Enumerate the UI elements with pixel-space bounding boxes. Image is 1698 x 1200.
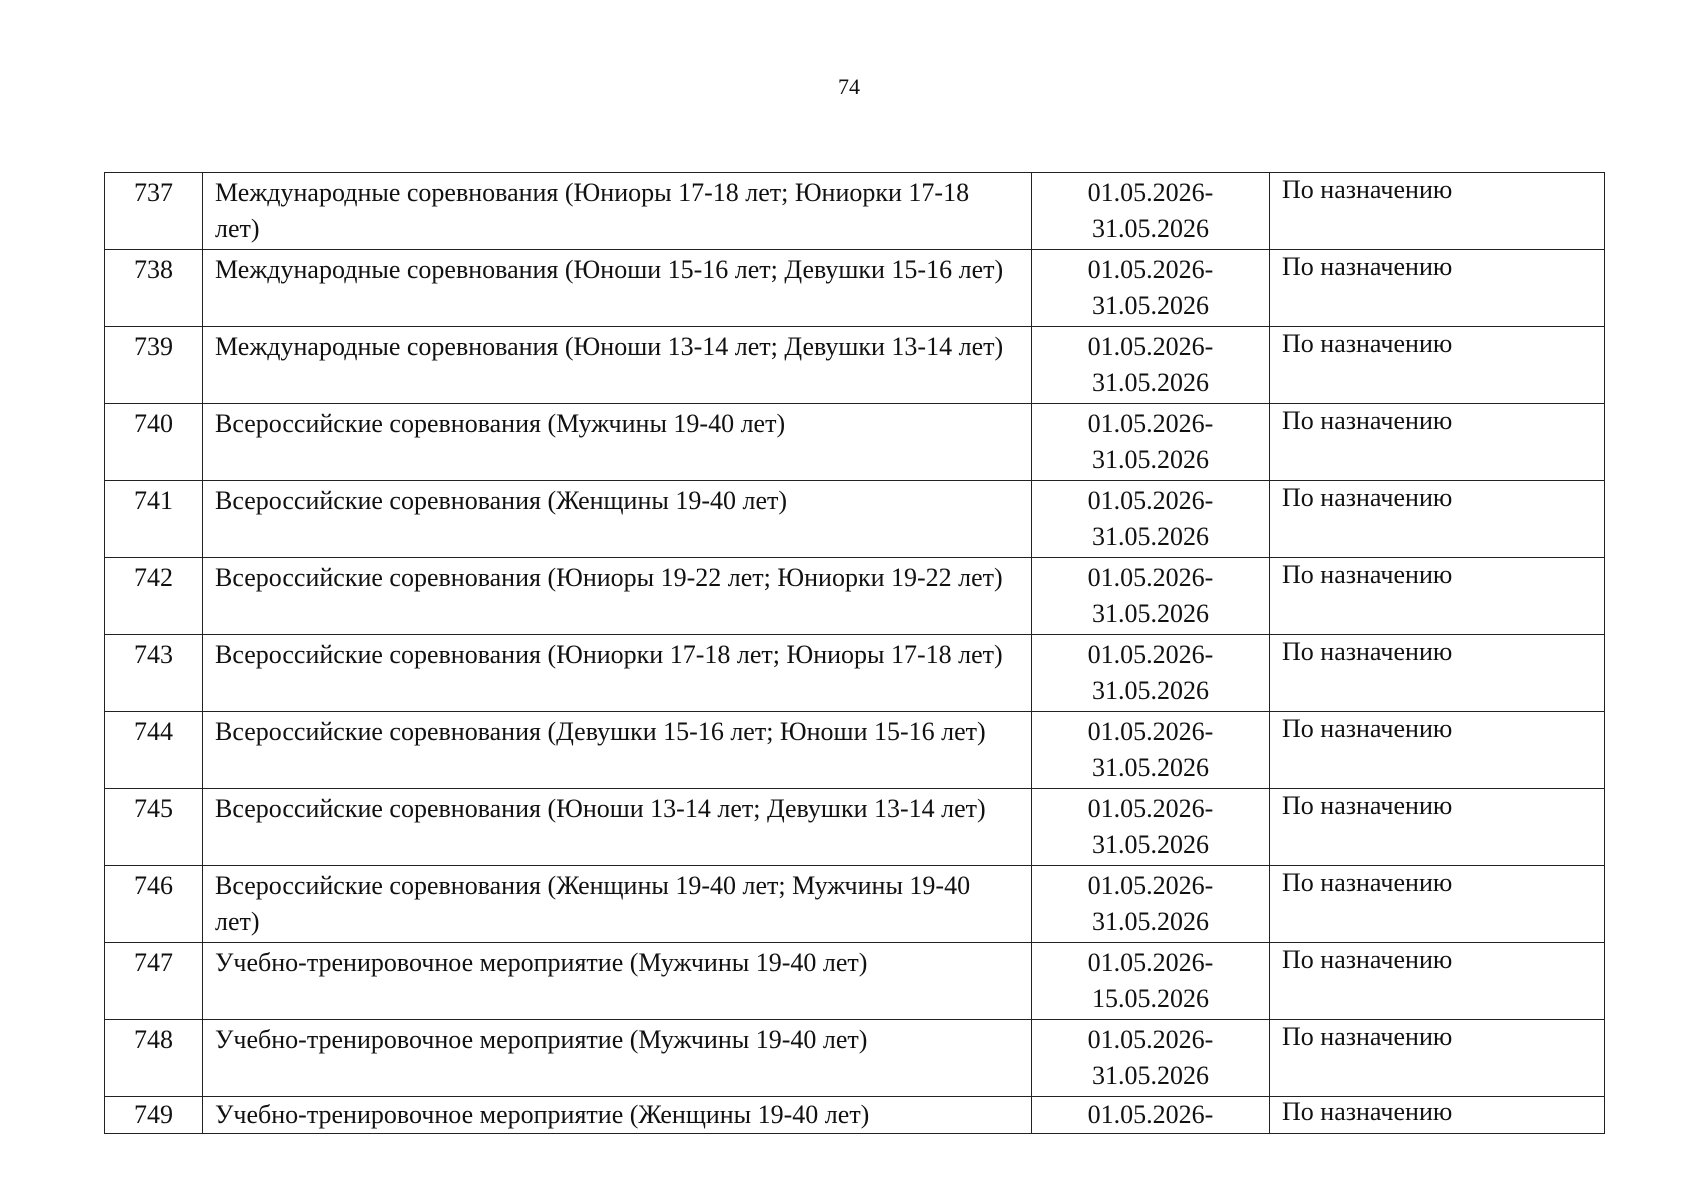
date-to: 31.05.2026 (1092, 1061, 1209, 1090)
table-row (105, 250, 1605, 327)
date-to: 31.05.2026 (1092, 907, 1209, 936)
date-to: 15.05.2026 (1092, 984, 1209, 1013)
date-from: 01.05.2026- (1087, 871, 1214, 900)
date-to: 31.05.2026 (1092, 830, 1209, 859)
event-dates (1032, 173, 1270, 250)
event-name: Всероссийские соревнования (Женщины 19-40 лет; Мужчины 19-40 лет) (203, 866, 1032, 943)
event-note: По назначению (1270, 481, 1605, 558)
row-number: 743 (105, 635, 203, 712)
date-from: 01.05.2026- (1087, 640, 1214, 669)
event-note: По назначению (1270, 558, 1605, 635)
event-name: Всероссийские соревнования (Юноши 13-14 лет; Девушки 13-14 лет) (203, 789, 1032, 866)
event-note: По назначению (1270, 1020, 1605, 1097)
event-dates (1032, 712, 1270, 789)
event-name: Международные соревнования (Юноши 13-14 лет; Девушки 13-14 лет) (203, 327, 1032, 404)
date-to: 31.05.2026 (1092, 599, 1209, 628)
row-number: 738 (105, 250, 203, 327)
table-row (105, 789, 1605, 866)
event-note: По назначению (1270, 635, 1605, 712)
event-note: По назначению (1270, 173, 1605, 250)
row-number: 741 (105, 481, 203, 558)
date-from: 01.05.2026- (1087, 1025, 1214, 1054)
event-name: Всероссийские соревнования (Женщины 19-40 лет) (203, 481, 1032, 558)
date-from: 01.05.2026- (1087, 178, 1214, 207)
event-dates (1032, 327, 1270, 404)
date-from: 01.05.2026- (1087, 948, 1214, 977)
event-dates (1032, 866, 1270, 943)
table-row (105, 404, 1605, 481)
table-row (105, 635, 1605, 712)
date-to: 31.05.2026 (1092, 445, 1209, 474)
date-from: 01.05.2026- (1087, 486, 1214, 515)
event-note: По назначению (1270, 1097, 1605, 1134)
row-number: 748 (105, 1020, 203, 1097)
event-note: По назначению (1270, 866, 1605, 943)
row-number: 737 (105, 173, 203, 250)
row-number: 742 (105, 558, 203, 635)
event-note: По назначению (1270, 943, 1605, 1020)
date-from: 01.05.2026- (1087, 332, 1214, 361)
date-to: 31.05.2026 (1092, 753, 1209, 782)
event-name: Всероссийские соревнования (Девушки 15-16 лет; Юноши 15-16 лет) (203, 712, 1032, 789)
event-dates (1032, 481, 1270, 558)
event-name: Учебно-тренировочное мероприятие (Мужчины 19-40 лет) (203, 1020, 1032, 1097)
date-from: 01.05.2026- (1087, 255, 1214, 284)
date-to: 31.05.2026 (1092, 291, 1209, 320)
event-note: По назначению (1270, 404, 1605, 481)
event-dates (1032, 943, 1270, 1020)
event-dates (1032, 404, 1270, 481)
row-number: 740 (105, 404, 203, 481)
table-row (105, 712, 1605, 789)
row-number: 744 (105, 712, 203, 789)
table-row (105, 327, 1605, 404)
date-to: 31.05.2026 (1092, 214, 1209, 243)
row-number: 749 (105, 1097, 203, 1134)
event-dates (1032, 558, 1270, 635)
page-number: 74 (838, 74, 860, 99)
event-name: Всероссийские соревнования (Юниорки 17-18 лет; Юниоры 17-18 лет) (203, 635, 1032, 712)
event-dates (1032, 250, 1270, 327)
date-from: 01.05.2026- (1087, 1100, 1214, 1129)
table-row (105, 943, 1605, 1020)
event-name: Международные соревнования (Юниоры 17-18 лет; Юниорки 17-18 лет) (203, 173, 1032, 250)
date-from: 01.05.2026- (1087, 409, 1214, 438)
row-number: 739 (105, 327, 203, 404)
table-row (105, 558, 1605, 635)
event-dates (1032, 1020, 1270, 1097)
date-to: 31.05.2026 (1092, 522, 1209, 551)
date-to: 31.05.2026 (1092, 676, 1209, 705)
event-note: По назначению (1270, 789, 1605, 866)
table-row (105, 1097, 1605, 1134)
table-row (105, 173, 1605, 250)
row-number: 745 (105, 789, 203, 866)
table-row (105, 481, 1605, 558)
row-number: 746 (105, 866, 203, 943)
date-to: 31.05.2026 (1092, 368, 1209, 397)
events-table (104, 172, 1605, 1134)
event-note: По назначению (1270, 327, 1605, 404)
event-name: Учебно-тренировочное мероприятие (Мужчины 19-40 лет) (203, 943, 1032, 1020)
event-dates (1032, 635, 1270, 712)
event-note: По назначению (1270, 250, 1605, 327)
row-number: 747 (105, 943, 203, 1020)
table-row (105, 1020, 1605, 1097)
event-dates (1032, 789, 1270, 866)
event-dates (1032, 1097, 1270, 1134)
event-name: Международные соревнования (Юноши 15-16 лет; Девушки 15-16 лет) (203, 250, 1032, 327)
event-name: Всероссийские соревнования (Мужчины 19-40 лет) (203, 404, 1032, 481)
event-name: Учебно-тренировочное мероприятие (Женщины 19-40 лет) (203, 1097, 1032, 1134)
event-note: По назначению (1270, 712, 1605, 789)
event-name: Всероссийские соревнования (Юниоры 19-22 лет; Юниорки 19-22 лет) (203, 558, 1032, 635)
table-row (105, 866, 1605, 943)
date-from: 01.05.2026- (1087, 794, 1214, 823)
date-from: 01.05.2026- (1087, 563, 1214, 592)
date-from: 01.05.2026- (1087, 717, 1214, 746)
